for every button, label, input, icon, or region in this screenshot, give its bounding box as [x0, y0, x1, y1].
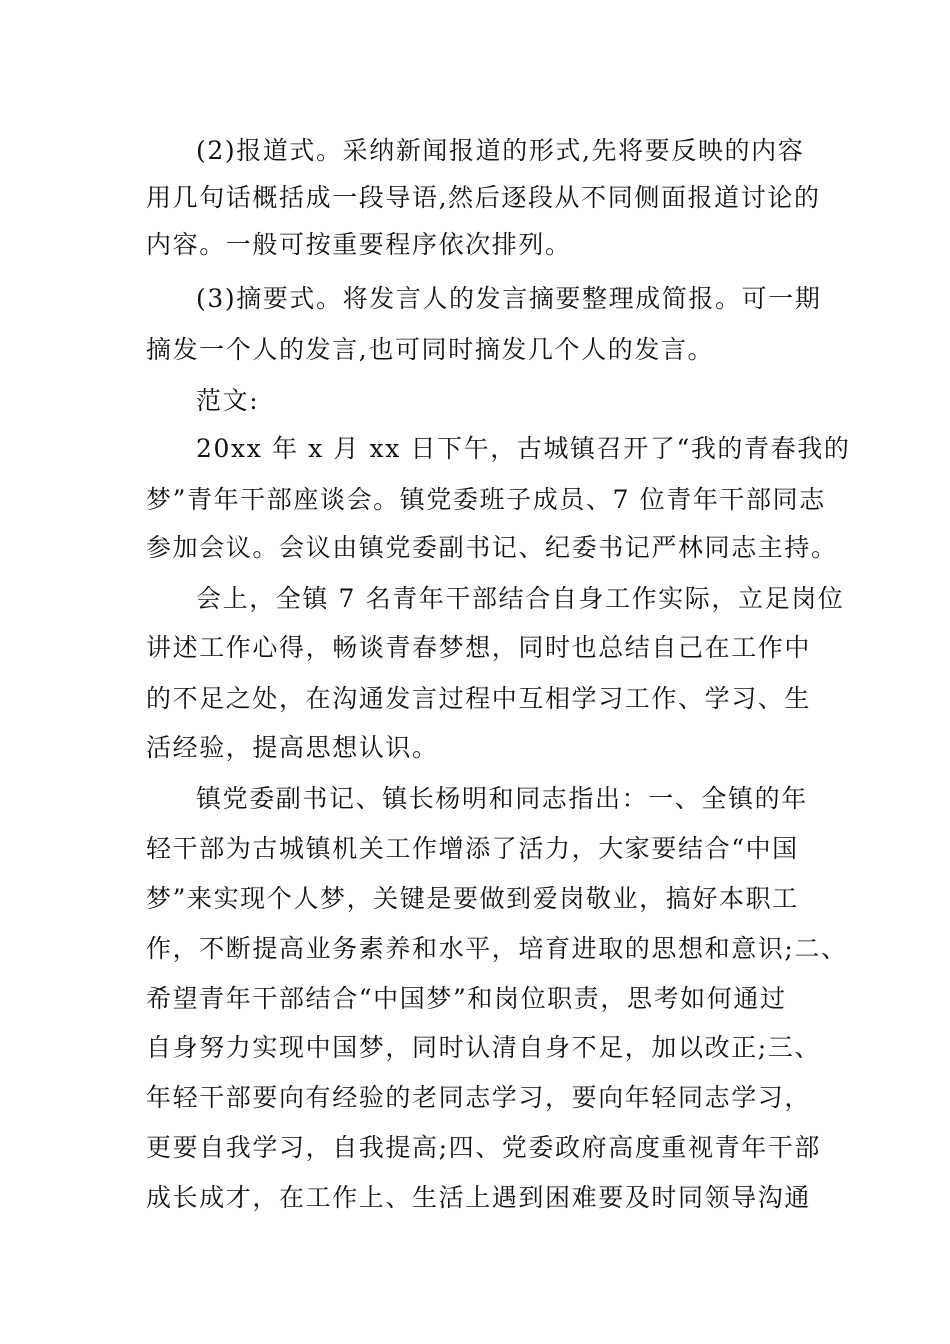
text-line: 年轻干部要向有经验的老同志学习，要向年轻同志学习， [146, 1083, 812, 1112]
text-line: 的不足之处，在沟通发言过程中互相学习工作、学习、生 [146, 684, 812, 713]
text-line: 希望青年干部结合“中国梦”和岗位职责，思考如何通过 [146, 984, 787, 1013]
text-line: 梦”青年干部座谈会。镇党委班子成员、7 位青年干部同志 [146, 485, 826, 514]
text-line: 会上，全镇 7 名青年干部结合自身工作实际，立足岗位 [196, 584, 845, 613]
text-line: 轻干部为古城镇机关工作增添了活力，大家要结合“中国 [146, 834, 799, 863]
text-line: 镇党委副书记、镇长杨明和同志指出：一、全镇的年 [196, 784, 808, 813]
text-line: 作，不断提高业务素养和水平，培育进取的思想和意识;二、 [146, 934, 848, 963]
text-line: 成长成才，在工作上、生活上遇到困难要及时同领导沟通 [146, 1183, 812, 1212]
text-line: 更要自我学习，自我提高;四、党委政府高度重视青年干部 [146, 1133, 822, 1162]
text-line: 讲述工作心得，畅谈青春梦想，同时也总结自己在工作中 [146, 633, 812, 662]
text-line: (2)报道式。采纳新闻报道的形式,先将要反映的内容 [196, 136, 805, 165]
text-line: 范文: [196, 386, 260, 415]
text-line: 20xx 年 x 月 xx 日下午，古城镇召开了“我的青春我的 [196, 434, 851, 463]
text-line: 内容。一般可按重要程序依次排列。 [146, 230, 572, 259]
text-line: 活经验，提高思想认识。 [146, 733, 439, 762]
text-line: 摘发一个人的发言,也可同时摘发几个人的发言。 [146, 335, 715, 364]
text-line: 用几句话概括成一段导语,然后逐段从不同侧面报道讨论的 [146, 183, 821, 212]
text-line: 参加会议。会议由镇党委副书记、纪委书记严林同志主持。 [146, 533, 838, 562]
text-line: (3)摘要式。将发言人的发言摘要整理成简报。可一期 [196, 284, 822, 313]
text-line: 梦”来实现个人梦，关键是要做到爱岗敬业，搞好本职工 [146, 884, 799, 913]
text-line: 自身努力实现中国梦，同时认清自身不足，加以改正;三、 [146, 1033, 822, 1062]
